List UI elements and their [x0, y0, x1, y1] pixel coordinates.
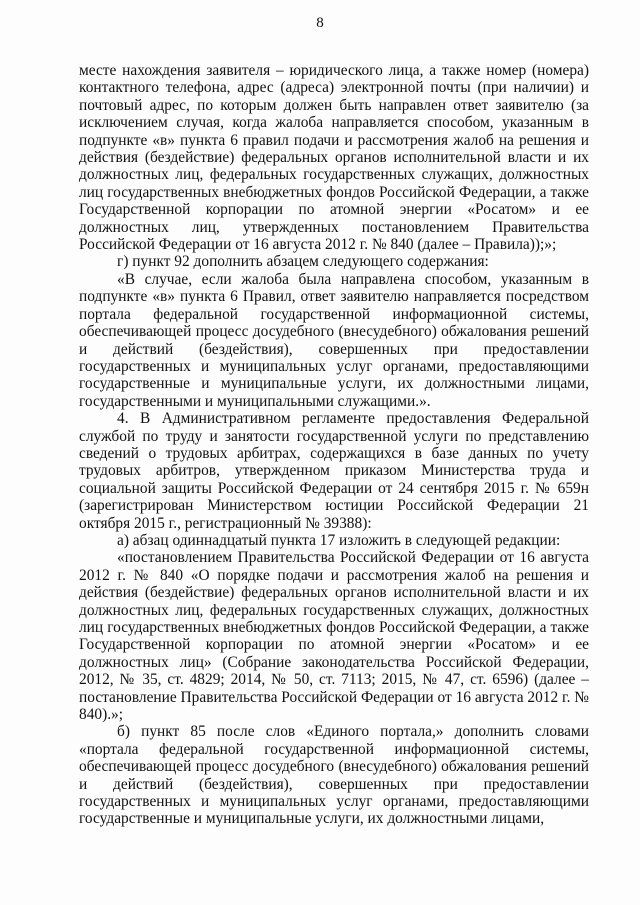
paragraph: 4. В Административном регламенте предоставления Федеральной службой по труду и занятости государственной услуги по представлению сведений о трудовых арбитрах, содержащихся в базе данных по учету трудовых арбитров, утвержденном приказом Министерства труда и социальной защиты Российской Федерации от 24 сентября 2015 г. № 659н (зарегистрирован Министерством юстиции Российской Федерации 21 октября 2015 г., регистрационный № 39388):: [79, 410, 589, 532]
paragraph: «постановлением Правительства Российской Федерации от 16 августа 2012 г. № 840 «О порядке подачи и рассмотрения жалоб на решения и действия (бездействие) федеральных органов исполнительной власти и их должностных лиц, федеральных государственных служащих, должностных лиц государственных внебюджетных фондов Российской Федерации, а также Государственной корпорации по атомной энергии «Росатом» и ее должностных лиц» (Собрание законодательства Российской Федерации, 2012, № 35, ст. 4829; 2014, № 50, ст. 7113; 2015, № 47, ст. 6596) (далее – постановление Правительства Российской Федерации от 16 августа 2012 г. № 840).»;: [79, 549, 589, 724]
paragraph: а) абзац одиннадцатый пункта 17 изложить в следующей редакции:: [117, 531, 561, 549]
page-number: 8: [316, 15, 324, 31]
paragraph: месте нахождения заявителя – юридического лица, а также номер (номера) контактного телефона, адрес (адреса) электронной почты (при наличии) и почтовый адрес, по которым должен быть направлен ответ заявителю (за исключением случая, когда жалоба направляется способом, указанным в подпункте «в» пункта 6 правил подачи и рассмотрения жалоб на решения и действия (бездействие) федеральных органов исполнительной власти и их должностных лиц, федеральных государственных служащих, должностных лиц государственных внебюджетных фондов Российской Федерации, а также Государственной корпорации по атомной энергии «Росатом» и ее должностных лиц, утвержденных постановлением Правительства Российской Федерации от 16 августа 2012 г. № 840 (далее – Правила));»;: [79, 62, 589, 254]
paragraph: г) пункт 92 дополнить абзацем следующего содержания:: [117, 253, 489, 271]
paragraph: б) пункт 85 после слов «Единого портала,» дополнить словами «портала федеральной государственной информационной системы, обеспечивающей процесс досудебного (внесудебного) обжалования решений и действий (бездействия), совершенных при предоставлении государственных и муниципальных услуг органами, предоставляющими государственные и муниципальные услуги, их должностными лицами,: [79, 723, 589, 828]
document-body: [79, 62, 589, 828]
paragraph: «В случае, если жалоба была направлена способом, указанным в подпункте «в» пункта 6 Правил, ответ заявителю направляется посредством портала федеральной государственной информационной системы, обеспечивающей процесс досудебного (внесудебного) обжалования решений и действий (бездействия), совершенных при предоставлении государственных и муниципальных услуг органами, предоставляющими государственные и муниципальные услуги, их должностными лицами, государственными и муниципальными служащими.».: [79, 270, 589, 410]
